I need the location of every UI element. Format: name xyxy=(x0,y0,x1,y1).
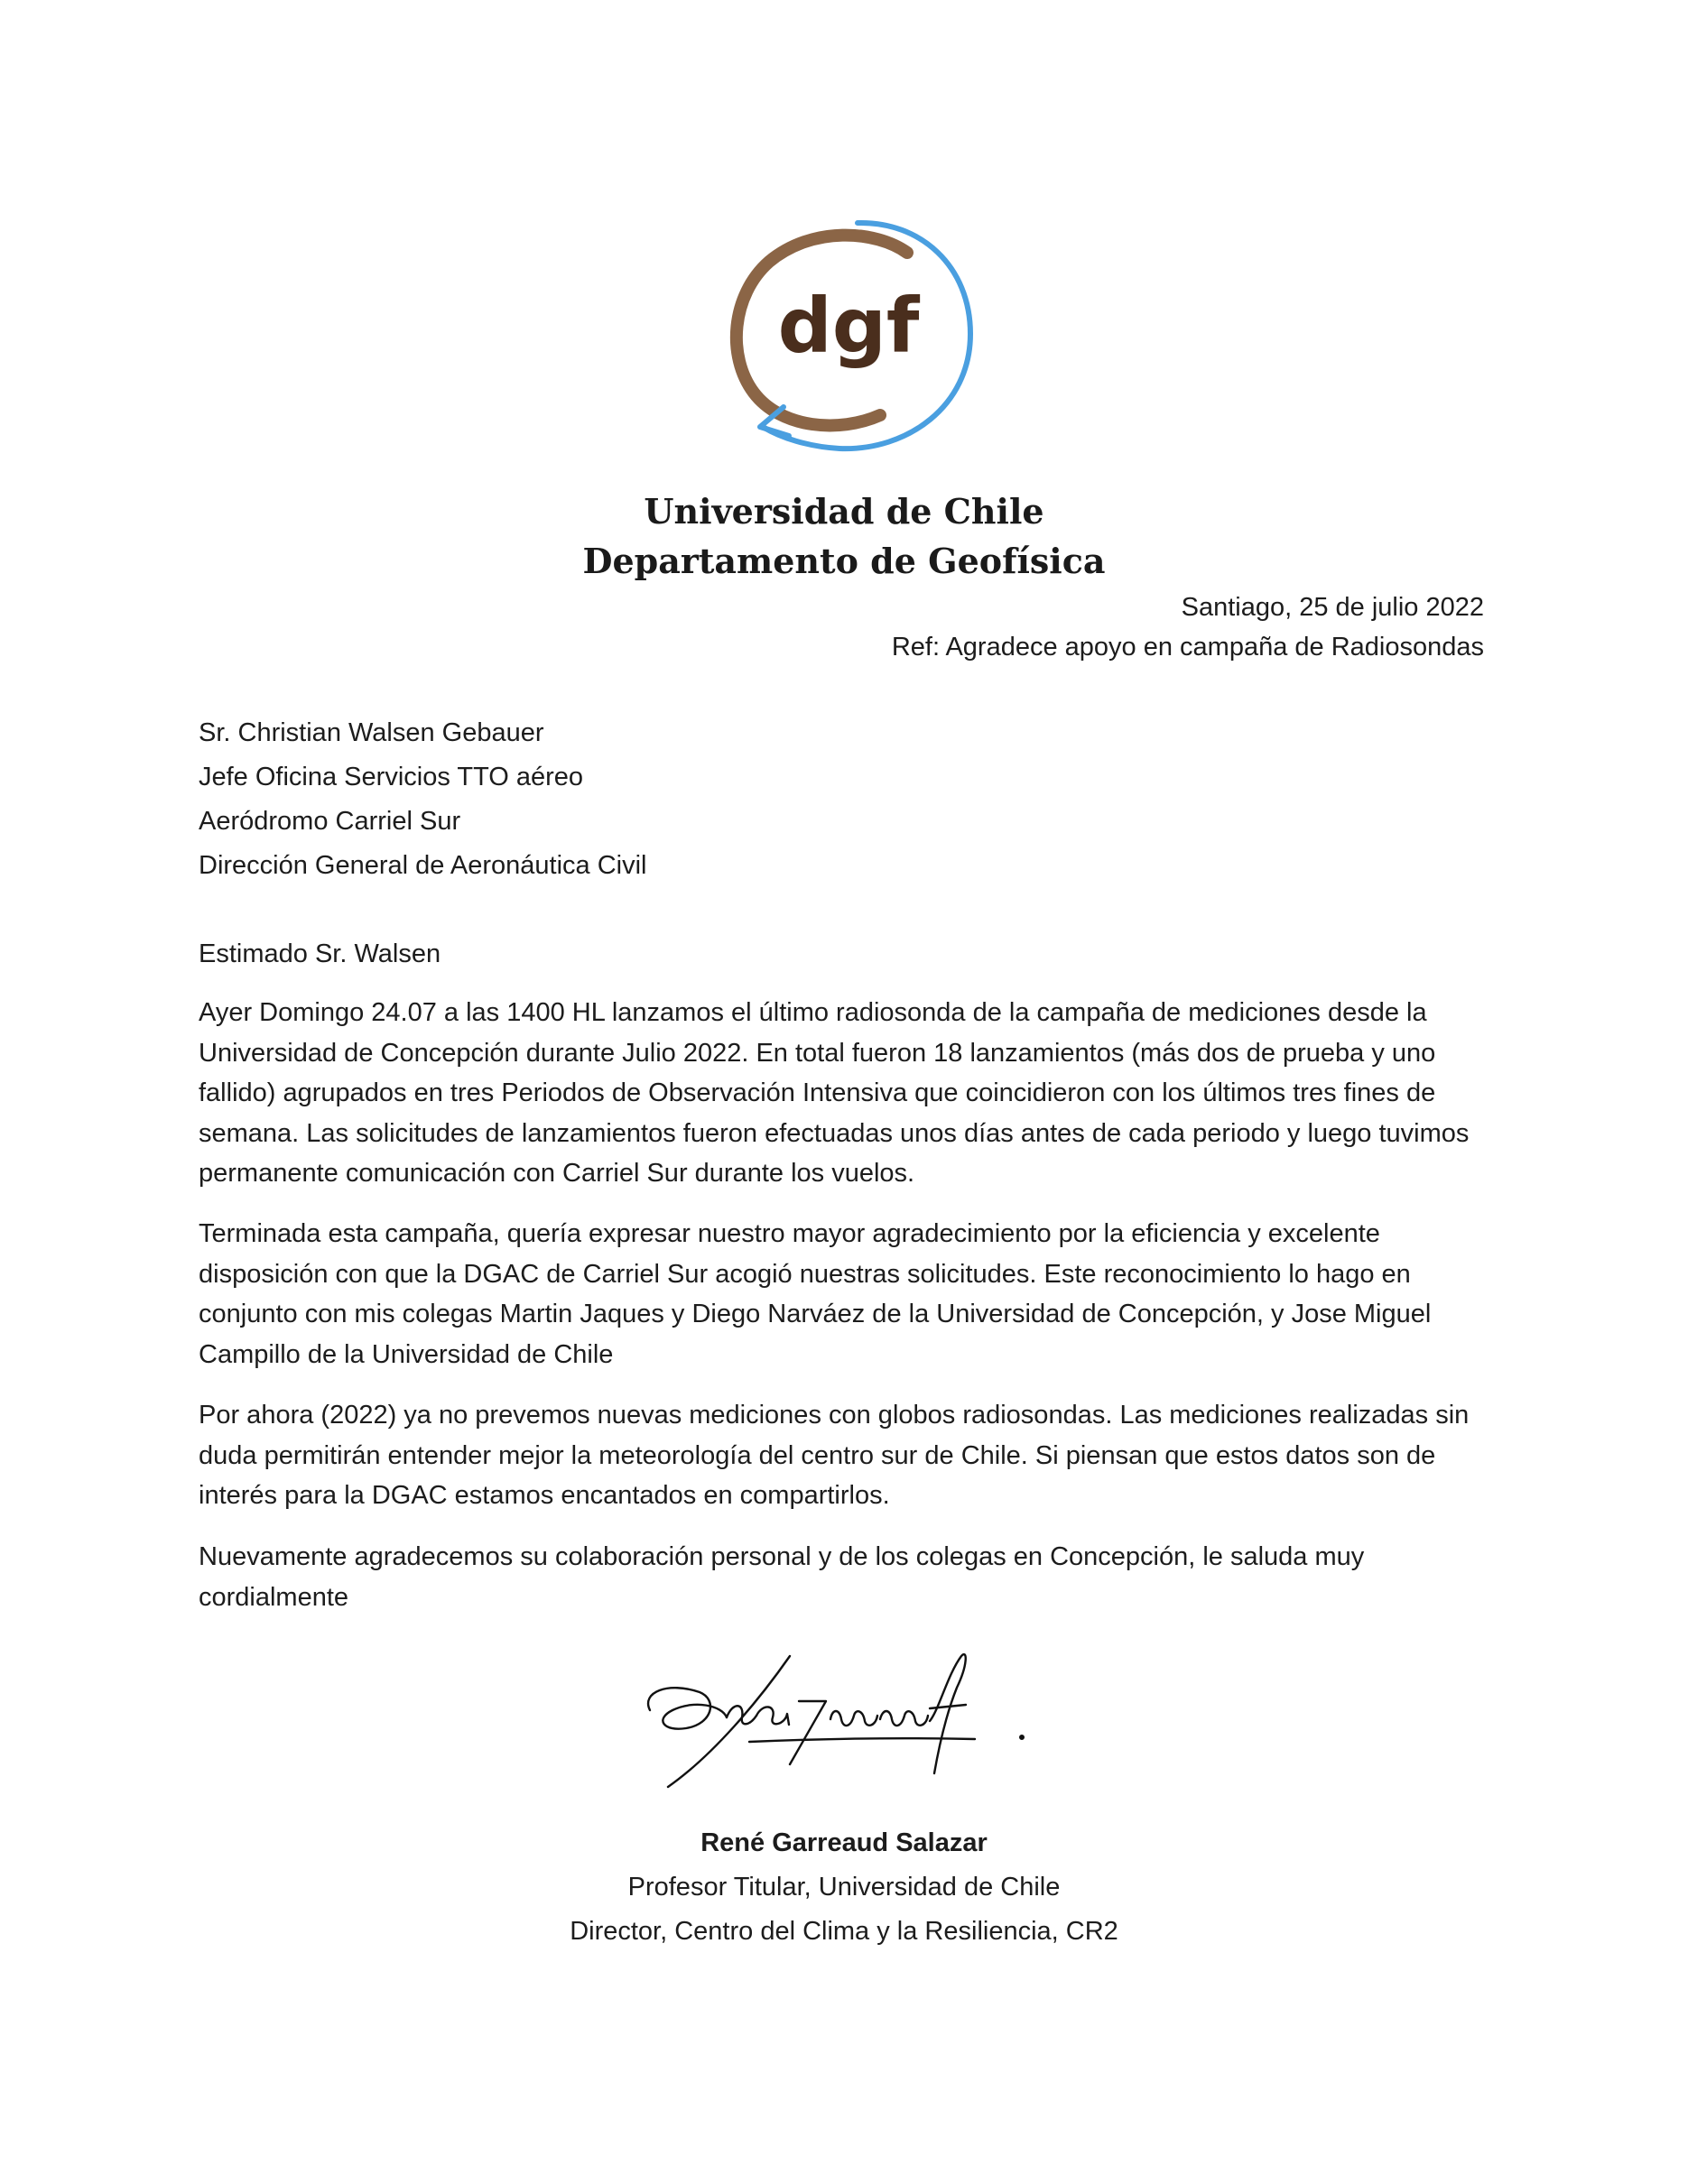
dgf-logo xyxy=(713,212,984,460)
recipient-line: Dirección General de Aeronáutica Civil xyxy=(199,851,647,880)
recipient-line: Sr. Christian Walsen Gebauer xyxy=(199,718,544,747)
body-paragraph: Terminada esta campaña, quería expresar nuestro mayor agradecimiento por la eficiencia y excelente disposición con que la DGAC de Carriel Sur acogió nuestras solicitudes. Este reconocimiento lo hago en conjunto con mis colegas Martin Jaques y Diego Narváez de la Universidad de Concepción, y Jose Miguel Campillo de la Universidad de Chile xyxy=(199,1219,1432,1369)
signer-title: Profesor Titular, Universidad de Chile xyxy=(627,1873,1061,1902)
recipient-line: Jefe Oficina Servicios TTO aéreo xyxy=(199,763,584,791)
signer-name: René Garreaud Salazar xyxy=(700,1828,988,1857)
body-paragraph: Ayer Domingo 24.07 a las 1400 HL lanzamos el último radiosonda de la campaña de mediciones desde la Universidad de Concepción durante Julio 2022. En total fueron 18 lanzamientos (más dos de prueba y uno fallido) agrupados en tres Periodos de Observación Intensiva que coincidieron con los últimos tres fines de semana. Las solicitudes de lanzamientos fueron efectuadas unos días antes de cada periodo y luego tuvimos permanente comunicación con Carriel Sur durante los vuelos. xyxy=(199,998,1470,1188)
letter-reference: Ref: Agradece apoyo en campaña de Radiosondas xyxy=(891,633,1484,662)
letter-date: Santiago, 25 de julio 2022 xyxy=(1181,593,1484,622)
recipient-line: Aeródromo Carriel Sur xyxy=(199,807,461,836)
signer-title: Director, Centro del Clima y la Resiliencia, CR2 xyxy=(570,1917,1118,1946)
body-paragraph: Por ahora (2022) ya no prevemos nuevas mediciones con globos radiosondas. Las mediciones realizadas sin duda permitirán entender mejor la meteorología del centro sur de Chile. Si piensan que estos datos son de interés para la DGAC estamos encantados en compartirlos. xyxy=(199,1401,1470,1510)
logo-text: dgf xyxy=(777,282,920,370)
handwritten-signature xyxy=(632,1638,1047,1805)
org-name: Universidad de Chile xyxy=(644,491,1044,532)
recipient-address xyxy=(199,711,646,888)
greeting: Estimado Sr. Walsen xyxy=(199,939,441,968)
department-name: Departamento de Geofísica xyxy=(582,541,1106,581)
body-paragraph: Nuevamente agradecemos su colaboración personal y de los colegas en Concepción, le saluda muy cordialmente xyxy=(199,1542,1365,1612)
